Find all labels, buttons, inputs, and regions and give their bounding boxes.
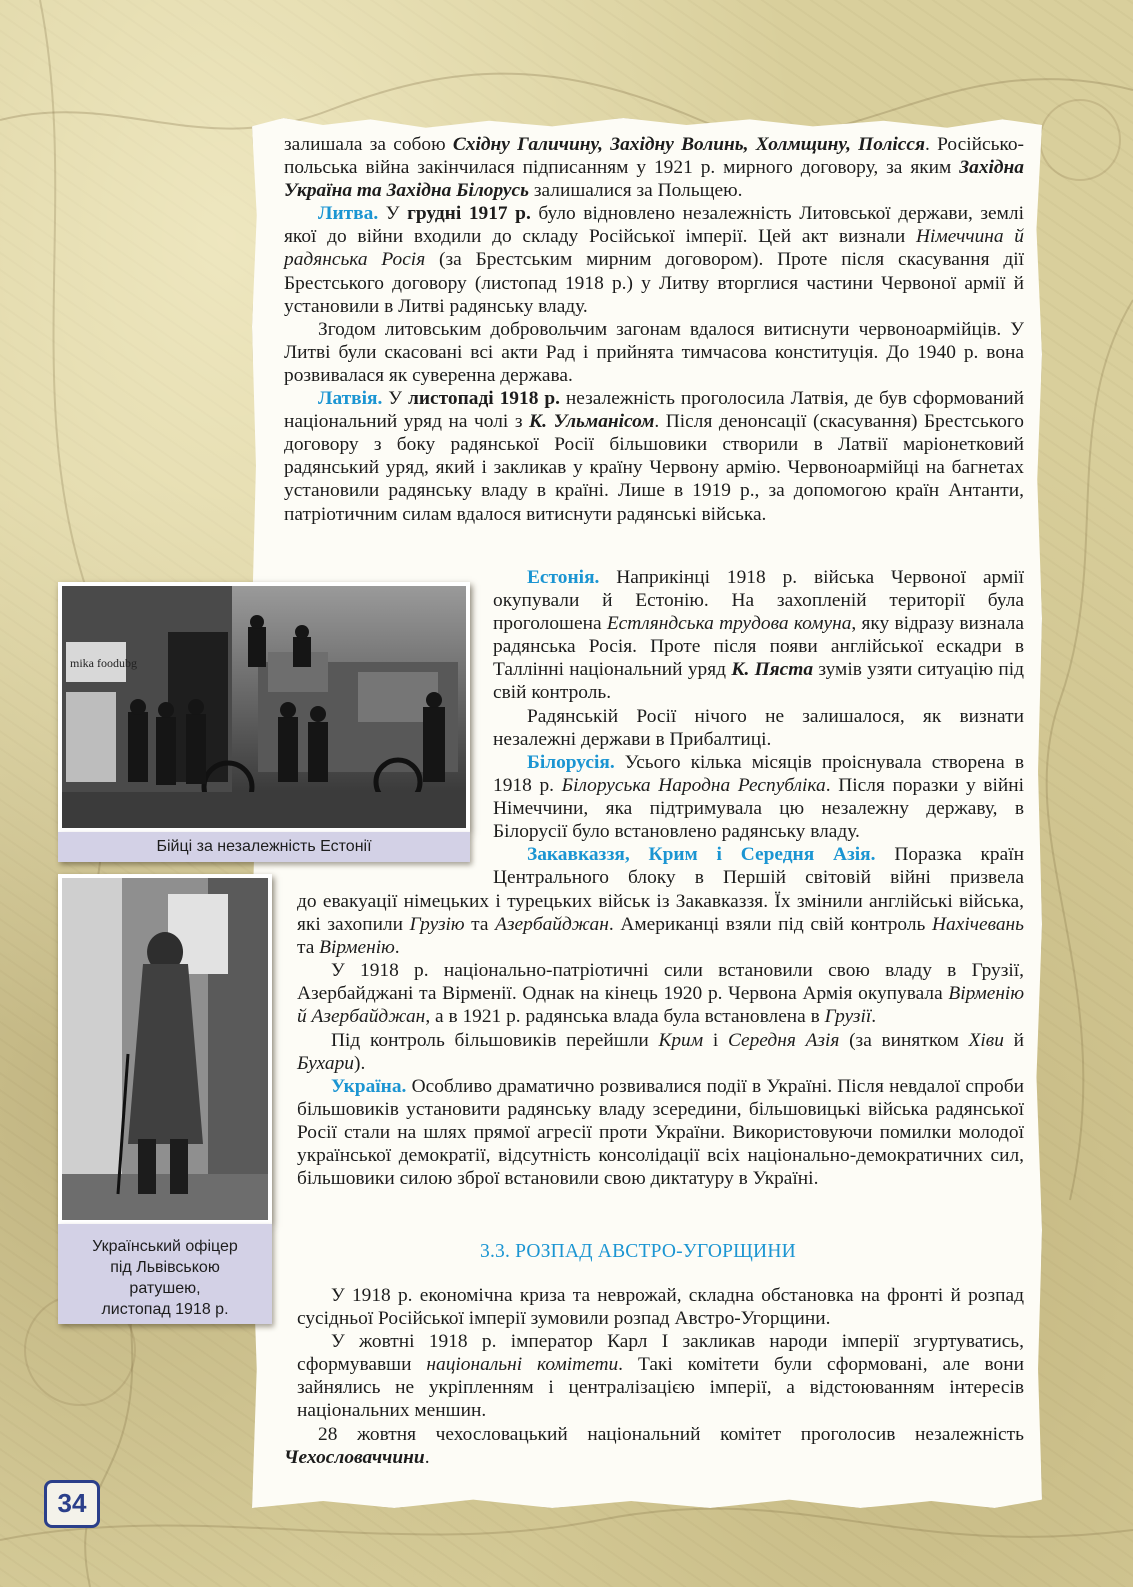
page-number: 34 xyxy=(44,1480,100,1528)
paragraph: до евакуації німецьких і турецьких військ із Закавказзя. Їх змінили англійські війська, які захопили Грузію та Азербайджан. Американці взяли під свій контроль Нахічевань та Вірменію. xyxy=(297,891,1024,959)
shop-sign: mika foodubg xyxy=(70,656,137,670)
photo-estonian-fighters-caption: Бійці за незалежність Естонії xyxy=(58,832,470,862)
paragraph-belarus: Білорусія. Усього кілька місяців проіснувала створена в 1918 р. Білоруська Народна Республіка. Після поразки у війні Німеччини, яка підтримувала цю незалежну державу, в Білорусії було встановлено радянську владу. xyxy=(493,751,1024,843)
section-title: 3.3. РОЗПАД АВСТРО-УГОРЩИНИ xyxy=(480,1241,796,1262)
photo-ukrainian-officer xyxy=(58,874,272,1224)
text-block-right-column xyxy=(493,566,1024,889)
paragraph: У жовтні 1918 р. імператор Карл І закликав народи імперії згуртуватись, сформувавши національні комітети. Такі комітети були сформовані, але вони зайнялись не укріпленням і централізацією імперії, а відстоюванням інтересів національних меншин. xyxy=(297,1331,1024,1422)
paragraph: У 1918 р. економічна криза та неврожай, складна обстановка на фронті й розпад сусідньої Російської імперії зумовили розпад Австро-Угорщини. xyxy=(297,1285,1024,1330)
paragraph: Радянській Росії нічого не залишалося, як визнати незалежні держави в Прибалтиці. xyxy=(493,705,1024,750)
paragraph-ukraine: Україна. Особливо драматично розвивалися події в Україні. Після невдалої спроби більшовиків установити радянську владу зсередини, більшовицькі війська радянської Росії стали на шлях прямої агресії проти України. Використовуючи помилки молодої української демократії, відсутність консолідації всіх національно-демократичних сил, більшовики силою зброї встановили свою диктатуру в Україні. xyxy=(297,1075,1024,1190)
paragraph: У 1918 р. національно-патріотичні сили встановили свою владу в Грузії, Азербайджані та Вірменії. Однак на кінець 1920 р. Червона Армія окупувала Вірменію й Азербайджан, а в 1921 р. радянська влада була встановлена в Грузії. xyxy=(297,960,1024,1028)
paragraph-transcaucasia: Закавказзя, Крим і Середня Азія. Поразка країн Центрального блоку в Першій світовій війні призвела xyxy=(493,844,1025,889)
paragraph-estonia: Естонія. Наприкінці 1918 р. війська Червоної армії окупували й Естонію. На захопленій території була проголошена Естляндська трудова комуна, яку відразу визнала радянська Росія. Проте після появи англійської ескадри в Таллінні національний уряд К. Пяста зумів узяти ситуацію під свій контроль. xyxy=(493,567,1024,704)
text-block-top xyxy=(284,133,1024,526)
text-block-bottom xyxy=(284,1284,1024,1469)
paragraph-latvia: Латвія. У листопаді 1918 р. незалежність проголосила Латвія, де був сформований національний уряд на чолі з К. Ульманісом. Після денонсації (скасування) Брестського договору з боку радянської Росії більшовики створили в Латвії маріонетковий радянський уряд, який і закликав у країну Червону армію. Червоноармійці на багнетах установили радянську владу в країні. Лише в 1919 р., за допомогою країн Антанти, патріотичним силам вдалося витиснути радянські війська. xyxy=(284,388,1025,525)
photo-ukrainian-officer-caption: Український офіцер під Львівською ратушею, листопад 1918 р. xyxy=(58,1224,272,1324)
photo-estonian-fighters-image xyxy=(58,582,470,832)
photo-ukrainian-officer-image xyxy=(58,874,272,1224)
photo-estonian-fighters xyxy=(58,582,470,832)
paragraph: залишала за собою Східну Галичину, Західну Волинь, Холмщину, Полісся. Російсько-польська війна закінчилася підписанням у 1921 р. мирного договору, за яким Західна Україна та Західна Білорусь залишалися за Польщею. xyxy=(284,134,1025,202)
paragraph: Згодом литовським добровольчим загонам вдалося витиснути червоноармійців. У Литві були скасовані всі акти Рад і прийнята тимчасова конституція. До 1940 р. вона розвивалася як суверенна держава. xyxy=(284,318,1024,386)
paragraph: 28 жовтня чехословацький національний комітет проголосив незалежність Чехословаччини. xyxy=(284,1423,1024,1468)
paragraph-lithuania: Литва. У грудні 1917 р. було відновлено незалежність Литовської держави, землі якої до війни входили до складу Російської імперії. Цей акт визнали Німеччина й радянська Росія (за Брестським мирним договором). Проте після скасування дії Брестського договору (листопад 1918 р.) у Литву вторглися частини Червоної армії й установили в Литві радянську владу. xyxy=(284,203,1024,317)
text-block-middle xyxy=(297,890,1024,1190)
paragraph: Під контроль більшовиків перейшли Крим і Середня Азія (за винятком Хіви й Бухари). xyxy=(297,1029,1025,1074)
